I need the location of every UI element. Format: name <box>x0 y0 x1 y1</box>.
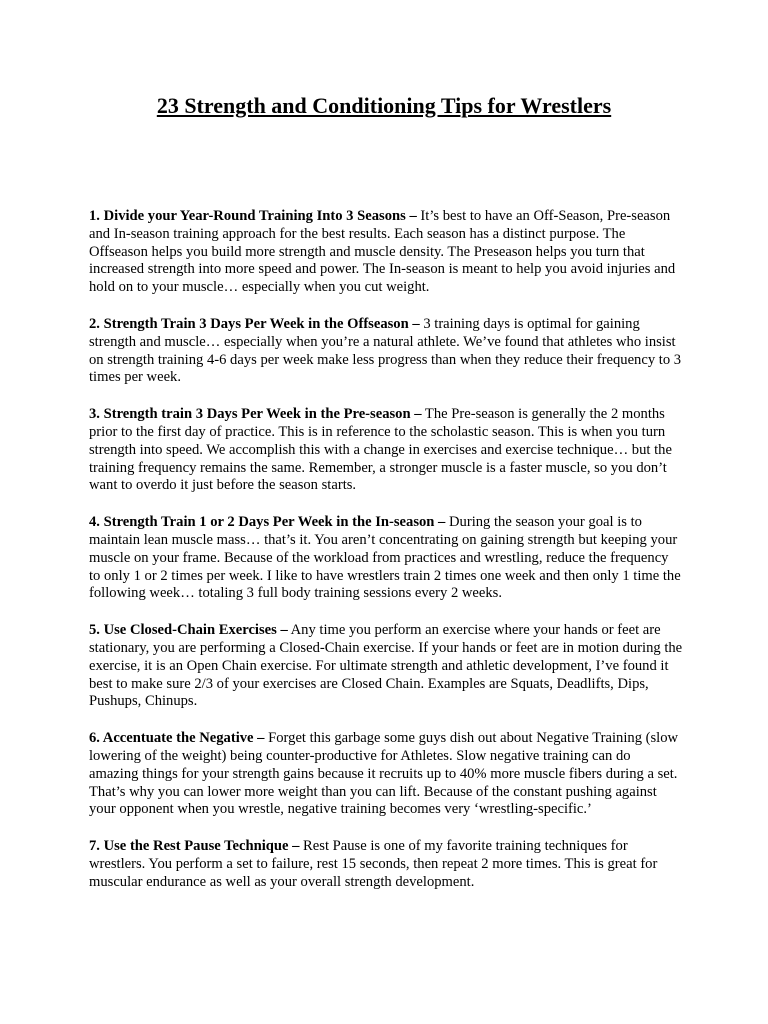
tip-body: The Pre-season is generally the 2 months prior to the first day of practice. This is in reference to the scholastic season. This is when you turn strength into speed. We accomplish this with a change in exercises and exercise technique… but the training frequency remains the same. Remember, a stronger muscle is a faster muscle, so you don’t want to overdo it just before the season starts. <box>89 406 672 494</box>
tip-body: During the season your goal is to maintain lean muscle mass… that’s it. You aren’t concentrating on gaining strength but keeping your muscle on your frame. Because of the workload from practices and wrestling, reduce the frequency to only 1 or 2 times per week. I like to have wrestlers train 2 times one week and then only 1 time the following week… totaling 3 full body training sessions every 2 weeks. <box>89 514 681 602</box>
tip-heading: 3. Strength train 3 Days Per Week in the Pre-season – <box>89 406 422 423</box>
tip-body: 3 training days is optimal for gaining strength and muscle… especially when you’re a natural athlete. We’ve found that athletes who insist on strength training 4-6 days per week make less progress than when they reduce their frequency to 3 times per week. <box>89 315 682 386</box>
tip-heading: 1. Divide your Year-Round Training Into 3 Seasons – <box>89 208 417 224</box>
tip-2 <box>89 316 683 387</box>
tip-3 <box>89 406 683 495</box>
tip-4 <box>89 514 683 603</box>
tips-list <box>89 208 683 911</box>
tip-6 <box>89 730 683 819</box>
page-title: 23 Strength and Conditioning Tips for Wrestlers <box>156 93 612 118</box>
tip-body: Rest Pause is one of my favorite training techniques for wrestlers. You perform a set to failure, rest 15 seconds, then repeat 2 more times. This is great for muscular endurance as well as your overall strength development. <box>89 838 658 890</box>
tip-body: Any time you perform an exercise where your hands or feet are stationary, you are performing a Closed-Chain exercise. If your hands or feet are in motion during the exercise, it is an Open Chain exercise. For ultimate strength and athletic development, I’ve found it best to make sure 2/3 of your exercises are Closed Chain. Examples are Squats, Deadlifts, Dips, Pushups, Chinups. <box>89 622 683 710</box>
tip-5 <box>89 622 683 711</box>
tip-heading: 4. Strength Train 1 or 2 Days Per Week in the In-season – <box>89 514 446 531</box>
tip-body: It’s best to have an Off-Season, Pre-season and In-season training approach for the best results. Each season has a distinct purpose. The Offseason helps you build more strength and muscle density. The Preseason helps you turn that increased strength into more speed and power. The In-season is meant to help you avoid injuries and hold on to your muscle… especially when you cut weight. <box>89 208 676 296</box>
tip-heading: 2. Strength Train 3 Days Per Week in the Offseason – <box>89 315 420 332</box>
tip-1 <box>89 208 683 297</box>
tip-heading: 7. Use the Rest Pause Technique – <box>89 838 300 855</box>
tip-heading: 5. Use Closed-Chain Exercises – <box>89 622 288 639</box>
tip-body: Forget this garbage some guys dish out about Negative Training (slow lowering of the weight) being counter-productive for Athletes. Slow negative training can do amazing things for your strength gains because it recruits up to 40% more muscle fibers during a set. That’s why you can lower more weight than you can lift. Because of the constant pushing against your opponent when you wrestle, negative training becomes very ‘wrestling-specific.’ <box>89 730 679 818</box>
tip-7 <box>89 838 683 891</box>
tip-heading: 6. Accentuate the Negative – <box>89 730 265 747</box>
